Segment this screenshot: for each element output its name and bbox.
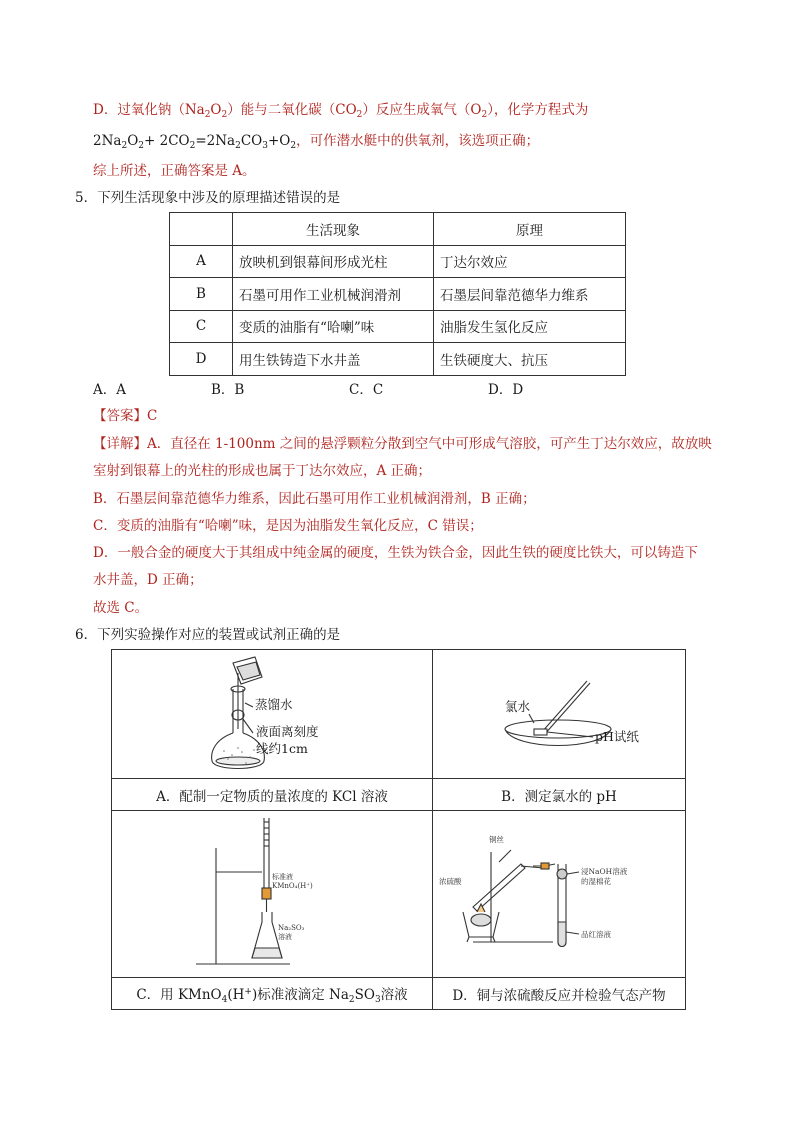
- table-row: [170, 310, 626, 343]
- label-std-solution-2: KMnO₄(H⁺): [272, 882, 313, 890]
- row-principle: 油脂发生氢化反应: [434, 310, 626, 343]
- part-d-line1: D．过氧化钠$(Na_2O_2)$能与二氧化碳$(CO_2)$反应生成氧气$(O_2)$，化学方程式为: [93, 102, 589, 120]
- q5-option-a: A．A: [93, 382, 126, 398]
- q5-detail-line-7: 故选 C。: [93, 600, 149, 616]
- volumetric-flask-figure: [112, 651, 432, 777]
- caption-d: D．铜与浓硫酸反应并检验气态产物: [433, 978, 686, 1010]
- part-d-summary: 综上所述，正确答案是 A。: [93, 163, 256, 179]
- part-d-equation: $2Na_2O_2+ 2CO_2=2Na_2CO_3+O_2$，可作潜水艇中的供氧剂，该选项正确；: [93, 133, 540, 151]
- caption-a: A．配制一定物质的量浓度的 KCl 溶液: [112, 779, 433, 811]
- table-header-phenomenon: 生活现象: [233, 213, 434, 246]
- label-chlorine-water: 氯水: [505, 699, 531, 714]
- q5-detail-line-1: 【详解】A．直径在 1-100nm 之间的悬浮颗粒分散到空气中可形成气溶胶，可产生丁达尔效应，故放映: [93, 436, 712, 452]
- table-row: [170, 245, 626, 278]
- table-header-principle: 原理: [434, 213, 626, 246]
- row-phenomenon: 石墨可用作工业机械润滑剂: [233, 278, 434, 311]
- table-row: [170, 278, 626, 311]
- caption-b: B．测定氯水的 pH: [433, 779, 686, 811]
- q5-detail-line-4: C．变质的油脂有“哈喇”味，是因为油脂发生氧化反应，C 错误；: [93, 518, 483, 534]
- table-cell: [170, 213, 233, 246]
- q5-option-b: B．B: [211, 382, 245, 398]
- q5-detail-line-6: 水井盖，D 正确；: [93, 572, 203, 588]
- row-key: D: [170, 343, 233, 376]
- figure-d-cell: [433, 811, 686, 978]
- q5-answer: 【答案】C: [93, 408, 158, 424]
- q5-table: [169, 212, 626, 376]
- label-liquid-level-1: 液面离刻度: [256, 724, 319, 739]
- label-ph-paper: pH试纸: [595, 729, 639, 744]
- label-naoh-1: 浸NaOH溶液: [581, 867, 628, 876]
- label-pinhong: 品红溶液: [581, 930, 611, 939]
- q5-option-d: D．D: [488, 382, 524, 398]
- q5-detail-line-2: 室射到银幕上的光柱的形成也属于丁达尔效应，A 正确；: [93, 463, 432, 479]
- label-liquid-level-2: 线约1cm: [256, 741, 308, 756]
- ph-test-figure: [433, 651, 685, 777]
- q5-detail-line-5: D．一般合金的硬度大于其组成中纯金属的硬度，生铁为铁合金，因此生铁的硬度比铁大，可以铸造下: [93, 545, 698, 561]
- q6-table: [111, 649, 686, 1010]
- label-distilled-water: 蒸馏水: [255, 697, 293, 712]
- label-naoh-2: 的湿棉花: [581, 877, 611, 886]
- copper-acid-figure: [433, 812, 685, 976]
- row-phenomenon: 变质的油脂有“哈喇”味: [233, 310, 434, 343]
- label-copper-wire: 铜丝: [489, 835, 504, 844]
- q5-option-c: C．C: [349, 382, 384, 398]
- label-na2so3-1: Na₂SO₃: [278, 924, 305, 932]
- table-row: [170, 213, 626, 246]
- figure-a-cell: [112, 650, 433, 779]
- row-phenomenon: 放映机到银幕间形成光柱: [233, 245, 434, 278]
- figure-b-cell: [433, 650, 686, 779]
- table-row: [170, 343, 626, 376]
- caption-c: C．用 KMnO$_4$(H+)标准液滴定 $Na_2SO_3$溶液: [112, 978, 433, 1010]
- label-na2so3-2: 溶液: [278, 933, 292, 941]
- q5-detail-line-3: B．石墨层间靠范德华力维系，因此石墨可用作工业机械润滑剂，B 正确；: [93, 491, 536, 507]
- label-conc-acid: 浓硫酸: [439, 877, 462, 886]
- row-principle: 生铁硬度大、抗压: [434, 343, 626, 376]
- q6-stem: 6．下列实验操作对应的装置或试剂正确的是: [75, 627, 341, 643]
- label-std-solution-1: 标准液: [272, 873, 293, 881]
- row-key: C: [170, 310, 233, 343]
- row-principle: 石墨层间靠范德华力维系: [434, 278, 626, 311]
- row-principle: 丁达尔效应: [434, 245, 626, 278]
- figure-c-cell: [112, 811, 433, 978]
- row-phenomenon: 用生铁铸造下水井盖: [233, 343, 434, 376]
- q5-stem: 5．下列生活现象中涉及的原理描述错误的是: [75, 190, 341, 206]
- row-key: A: [170, 245, 233, 278]
- row-key: B: [170, 278, 233, 311]
- titration-figure: [112, 812, 432, 976]
